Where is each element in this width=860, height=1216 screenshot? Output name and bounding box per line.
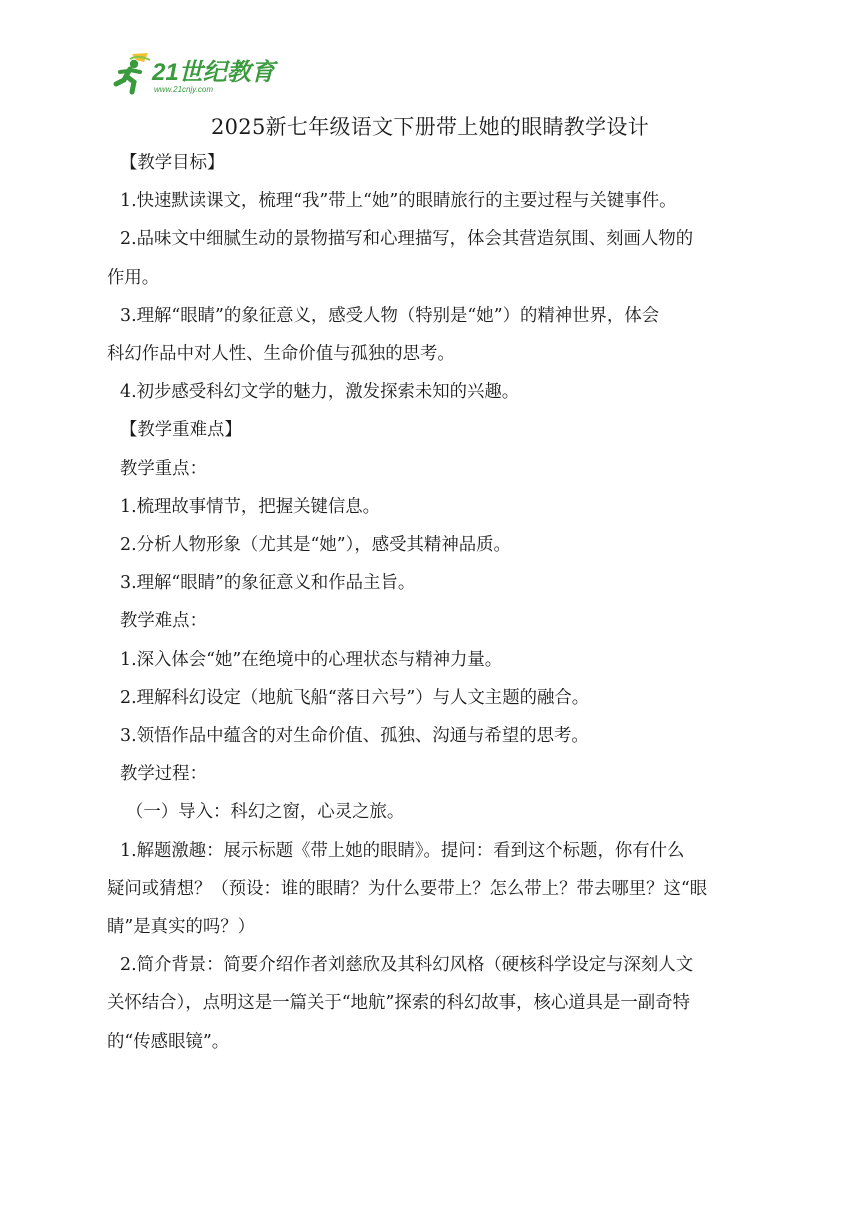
subsection-heading: （一）导入：科幻之窗，心灵之旅。 [126,802,405,823]
subheading-process: 教学过程： [120,764,207,785]
subheading-key-points: 教学重点： [120,458,207,479]
section-heading-objectives: 【教学目标】 [120,153,225,173]
paragraph-line: 3.理解“眼睛”的象征意义和作品主旨。 [120,573,416,594]
paragraph-line: 1.解题激趣：展示标题《带上她的眼睛》。提问：看到这个标题，你有什么 [120,840,685,861]
paragraph-line: 2.理解科幻设定（地航飞船“落日六号”）与人文主题的融合。 [120,687,590,708]
page-title: 2025新七年级语文下册带上她的眼睛教学设计 [210,115,650,139]
paragraph-line: 2.品味文中细腻生动的景物描写和心理描写，体会其营造氛围、刻画人物的 [120,229,694,250]
paragraph-line: 3.领悟作品中蕴含的对生命价值、孤独、沟通与希望的思考。 [120,726,589,747]
paragraph-line: 2.分析人物形象（尤其是“她”），感受其精神品质。 [120,535,511,556]
paragraph-line: 1.深入体会“她”在绝境中的心理状态与精神力量。 [120,649,503,670]
svg-text:www.21cnjy.com: www.21cnjy.com [154,85,213,94]
svg-text:21世纪教育: 21世纪教育 [152,59,275,86]
section-heading-key-points: 【教学重难点】 [120,420,242,441]
document-body [107,144,787,1061]
subheading-difficulties: 教学难点： [120,611,207,632]
paragraph-line: 1.梳理故事情节，把握关键信息。 [120,496,381,517]
paragraph-line: 睛”是真实的吗？） [107,917,256,938]
paragraph-line: 3.理解“眼睛”的象征意义，感受人物（特别是“她”）的精神世界，体会 [120,305,660,326]
paragraph-line: 疑问或猜想？（预设：谁的眼睛？为什么要带上？怎么带上？带去哪里？这“眼 [107,878,708,899]
paragraph-line: 1.快速默读课文，梳理“我”带上“她”的眼睛旅行的主要过程与关键事件。 [120,191,677,212]
paragraph-line: 4.初步感受科幻文学的魅力，激发探索未知的兴趣。 [120,382,520,403]
paragraph-line: 科幻作品中对人性、生命价值与孤独的思考。 [107,344,455,365]
runner-logo-icon [104,50,284,96]
paragraph-line: 作用。 [107,267,160,288]
logo [104,50,284,96]
paragraph-line: 的“传感眼镜”。 [107,1031,230,1052]
paragraph-line: 2.简介背景：简要介绍作者刘慈欣及其科幻风格（硬核科学设定与深刻人文 [120,955,694,976]
paragraph-line: 关怀结合），点明这是一篇关于“地航”探索的科幻故事，核心道具是一副奇特 [107,993,690,1014]
